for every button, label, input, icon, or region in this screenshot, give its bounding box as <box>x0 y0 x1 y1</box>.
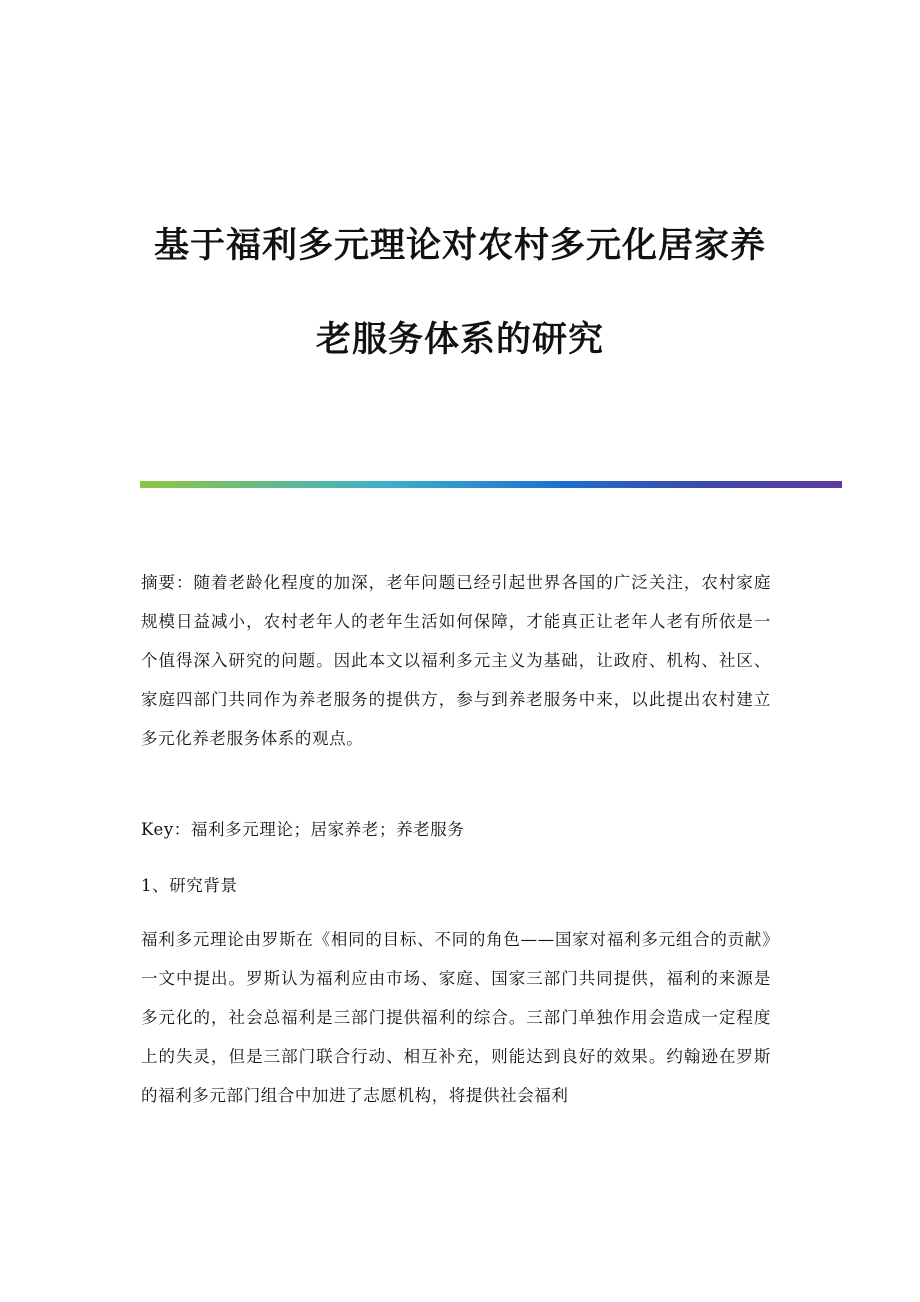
title-line-1: 基于福利多元理论对农村多元化居家养 <box>153 226 766 266</box>
gradient-divider <box>140 481 842 488</box>
section-heading: 1、研究背景 <box>141 876 238 895</box>
keywords-line: Key：福利多元理论；居家养老；养老服务 <box>141 820 465 839</box>
abstract-paragraph: 摘要：随着老龄化程度的加深，老年问题已经引起世界各国的广泛关注，农村家庭规模日益减小，农村老年人的老年生活如何保障，才能真正让老年人老有所依是一个值得深入研究的问题。因此本文以福利多元主义为基础，让政府、机构、社区、家庭四部门共同作为养老服务的提供方，参与到养老服务中来，以此提出农村建立多元化养老服务体系的观点。 <box>141 573 771 748</box>
section-body-paragraph: 福利多元理论由罗斯在《相同的目标、不同的角色——国家对福利多元组合的贡献》一文中提出。罗斯认为福利应由市场、家庭、国家三部门共同提供，福利的来源是多元化的，社会总福利是三部门提供福利的综合。三部门单独作用会造成一定程度上的失灵，但是三部门联合行动、相互补充，则能达到良好的效果。约翰逊在罗斯的福利多元部门组合中加进了志愿机构，将提供社会福利 <box>141 930 771 1105</box>
title-line-2: 老服务体系的研究 <box>315 320 604 360</box>
